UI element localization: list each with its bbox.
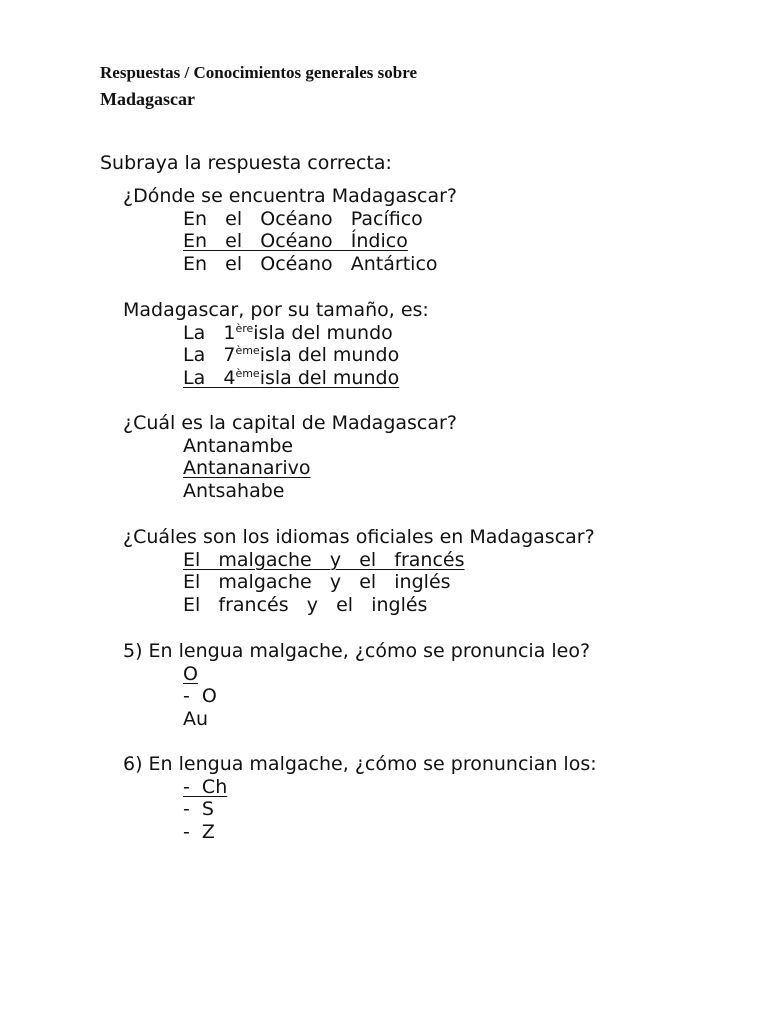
answer-option — [183, 821, 597, 844]
answer-text: La 7 — [183, 344, 236, 367]
answer-option-correct — [183, 457, 457, 480]
ordinal-suffix: ème — [235, 344, 260, 358]
ordinal-suffix: ème — [235, 367, 260, 381]
answer-option-correct — [183, 549, 595, 572]
instruction: Subraya la respuesta correcta: — [100, 152, 392, 174]
answer-text: O — [183, 662, 198, 685]
answer-text: - Z — [183, 821, 215, 844]
answer-text: Antanambe — [183, 434, 294, 457]
title-line-1: Respuestas / Conocimientos generales sobre — [100, 63, 417, 82]
answer-option — [183, 344, 429, 367]
document-title — [100, 60, 417, 112]
answer-option — [183, 708, 590, 731]
answer-text: - O — [183, 685, 217, 708]
answer-text: El malgache y el francés — [183, 548, 465, 571]
answer-option — [183, 571, 595, 594]
answer-option — [183, 208, 457, 231]
answer-option — [183, 594, 595, 617]
answer-option-correct — [183, 663, 590, 686]
question-4 — [123, 526, 595, 617]
answer-text: La 4 — [183, 367, 236, 390]
question-text: 5) En lengua malgache, ¿cómo se pronuncia leo? — [123, 640, 591, 662]
question-1 — [123, 185, 457, 276]
answer-option — [183, 253, 457, 276]
answer-option — [183, 322, 429, 345]
answer-text: Au — [183, 708, 209, 731]
answer-text: isla del mundo — [259, 367, 400, 390]
title-line-2: Madagascar — [100, 89, 195, 109]
answer-text: En el Océano Pacífico — [183, 207, 423, 230]
answer-option-correct — [183, 230, 457, 253]
answer-text: La 1 — [183, 321, 236, 344]
answer-option — [183, 798, 597, 821]
question-6 — [123, 753, 597, 844]
answer-text: isla del mundo — [253, 321, 393, 344]
answer-text: El malgache y el inglés — [183, 571, 451, 594]
answer-text: En el Océano Antártico — [183, 253, 438, 276]
answer-text: Antananarivo — [183, 457, 311, 480]
answer-option — [183, 480, 457, 503]
answer-text: - Ch — [183, 775, 228, 798]
answer-text: El francés y el inglés — [183, 594, 428, 617]
answer-text: isla del mundo — [259, 344, 400, 367]
answer-text: En el Océano Índico — [183, 230, 408, 253]
answer-option — [183, 435, 457, 458]
answer-option — [183, 685, 590, 708]
answer-text: Antsahabe — [183, 480, 285, 503]
question-text: Madagascar, por su tamaño, es: — [123, 299, 429, 321]
question-text: ¿Cuál es la capital de Madagascar? — [123, 412, 457, 434]
question-text: ¿Cuáles son los idiomas oficiales en Madagascar? — [123, 526, 595, 548]
ordinal-suffix: ère — [235, 321, 254, 335]
question-3 — [123, 412, 457, 503]
question-5 — [123, 640, 590, 731]
answer-option-correct — [183, 367, 429, 390]
question-text: 6) En lengua malgache, ¿cómo se pronuncian los: — [123, 753, 597, 775]
question-text: ¿Dónde se encuentra Madagascar? — [123, 185, 458, 207]
answer-option-correct — [183, 776, 597, 799]
answer-text: - S — [183, 798, 214, 821]
question-2 — [123, 299, 429, 390]
